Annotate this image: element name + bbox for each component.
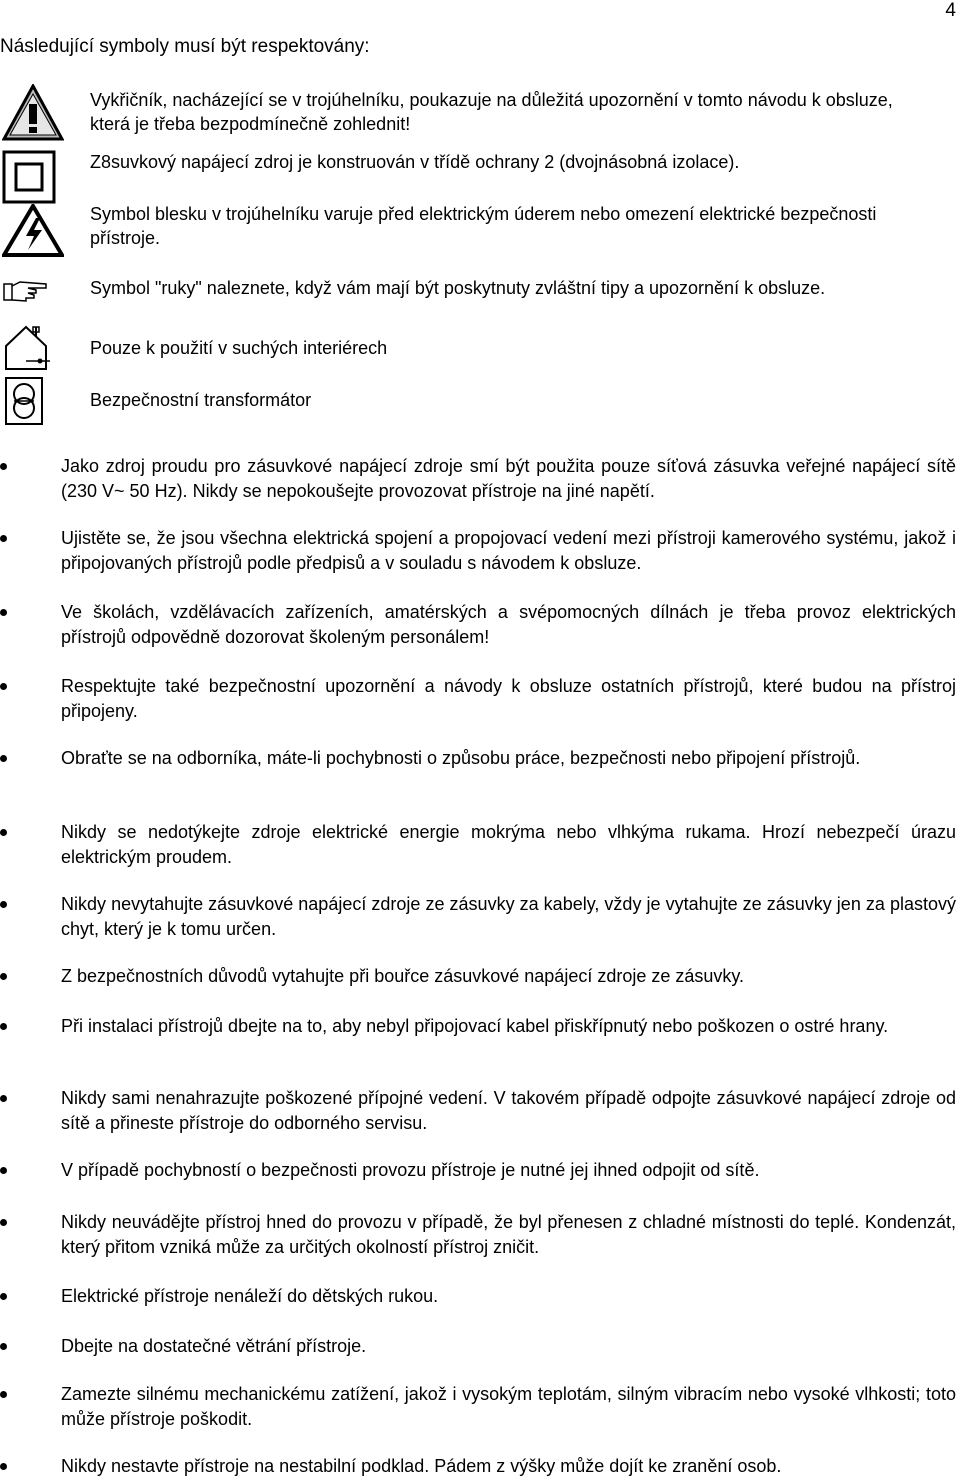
list-item-text: Nikdy nestavte přístroje na nestabilní podklad. Pádem z výšky může dojít ke zranění osob. [61, 1456, 782, 1476]
bullet [0, 683, 7, 690]
double-insulation-icon [2, 150, 56, 204]
list-item-text: Zamezte silnému mechanickému zatížení, jakož i vysokým teplotám, silným vibracím nebo vysoké vlhkosti; toto může přístroje poškodit. [61, 1384, 956, 1429]
bullet [0, 755, 7, 762]
list-item-text: Ujistěte se, že jsou všechna elektrická spojení a propojovací vedení mezi přístroji kamerového systému, jakož i připojovaných přístrojů podle předpisů a v souladu s návodem k obsluze. [61, 528, 956, 573]
bullet [0, 829, 7, 836]
symbol-text: Z8suvkový napájecí zdroj je konstruován v třídě ochrany 2 (dvojnásobná izolace). [90, 152, 740, 172]
list-item-text: Nikdy se nedotýkejte zdroje elektrické energie mokrýma nebo vlhkýma rukama. Hrozí nebezpečí úrazu elektrickým proudem. [61, 822, 956, 867]
page-heading: Následující symboly musí být respektovány: [0, 36, 370, 57]
bullet [0, 1463, 7, 1470]
bullet [0, 1095, 7, 1102]
lightning-warning-icon [2, 204, 64, 258]
bullet [0, 1293, 7, 1300]
warning-exclamation-icon [2, 84, 64, 142]
list-item-text: V případě pochybností o bezpečnosti provozu přístroje je nutné jej ihned odpojit od sítě. [61, 1160, 760, 1180]
list-item-text: Elektrické přístroje nenáleží do dětských rukou. [61, 1286, 439, 1306]
page-number: 4 [945, 0, 956, 21]
hand-pointer-icon [2, 278, 48, 304]
bullet [0, 1023, 7, 1030]
bullet [0, 901, 7, 908]
symbol-text: Vykřičník, nacházející se v trojúhelníku, poukazuje na důležitá upozornění v tomto návodu k obsluze, která je třeba bezpodmínečně zohlednit! [90, 90, 893, 134]
list-item-text: Při instalaci přístrojů dbejte na to, aby nebyl připojovací kabel přiskřípnutý nebo poškozen o ostré hrany. [61, 1016, 889, 1036]
symbol-text: Bezpečnostní transformátor [90, 390, 312, 410]
list-item-text: Ve školách, vzdělávacích zařízeních, amatérských a svépomocných dílnách je třeba provoz elektrických přístrojů odpovědně dozorovat školeným personálem! [61, 602, 956, 647]
safety-transformer-icon [2, 376, 46, 426]
bullet [0, 1219, 7, 1226]
list-item-text: Respektujte také bezpečnostní upozornění a návody k obsluze ostatních přístrojů, které budou na přístroj připojeny. [61, 676, 956, 721]
list-item-text: Obraťte se na odborníka, máte-li pochybnosti o způsobu práce, bezpečnosti nebo připojení přístrojů. [61, 748, 861, 768]
list-item-text: Z bezpečnostních důvodů vytahujte při bouřce zásuvkové napájecí zdroje ze zásuvky. [61, 966, 745, 986]
symbol-text: Symbol blesku v trojúhelníku varuje před elektrickým úderem nebo omezení elektrické bezpečnosti přístroje. [90, 204, 877, 248]
list-item-text: Nikdy nevytahujte zásuvkové napájecí zdroje ze zásuvky za kabely, vždy je vytahujte ze zásuvky jen za plastový chyt, který je k tomu určen. [61, 894, 956, 939]
bullet [0, 1343, 7, 1350]
symbol-text: Pouze k použití v suchých interiérech [90, 338, 388, 358]
bullet [0, 1391, 7, 1398]
bullet [0, 463, 7, 470]
bullet [0, 535, 7, 542]
bullet [0, 609, 7, 616]
bullet [0, 973, 7, 980]
list-item-text: Jako zdroj proudu pro zásuvkové napájecí zdroje smí být použita pouze síťová zásuvka veřejné napájecí sítě (230 V~ 50 Hz). Nikdy se nepokoušejte provozovat přístroje na jiné napětí. [61, 456, 956, 501]
list-item-text: Nikdy sami nenahrazujte poškozené přípojné vedení. V takovém případě odpojte zásuvkové napájecí zdroje od sítě a přineste přístroje do odborného servisu. [61, 1088, 956, 1133]
indoor-use-icon [2, 324, 52, 372]
list-item-text: Nikdy neuvádějte přístroj hned do provozu v případě, že byl přenesen z chladné místnosti do teplé. Kondenzát, který přitom vzniká může za určitých okolností přístroj zničit. [61, 1212, 956, 1257]
bullet [0, 1167, 7, 1174]
symbol-text: Symbol "ruky" naleznete, když vám mají být poskytnuty zvláštní tipy a upozornění k obsluze. [90, 278, 826, 298]
list-item-text: Dbejte na dostatečné větrání přístroje. [61, 1336, 367, 1356]
